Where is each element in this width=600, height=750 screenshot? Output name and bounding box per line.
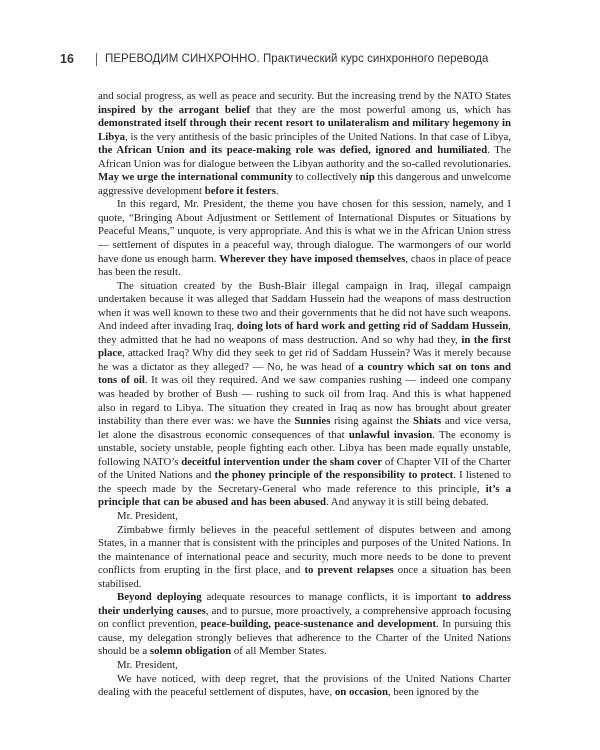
text-run: The situation created by the Bush-Blair illegal campaign in Iraq, illegal campaign undertaken because it was alleged that Saddam Hussein had the weapons of mass destruction when it was well known to these two and their governments that he did not have such weapons. And indeed after invading Iraq, [98,279,511,333]
bold-phrase: demonstrated itself through their recent resort to unilateralism and military hegemony in Libya [98,117,511,143]
bold-phrase: it’s a principle that can be abused and has been abused [98,482,511,509]
text-run: . In pursuing this cause, my delegation strongly believes that adherence to the Charter of the United Nations should be a [98,618,511,658]
running-header [60,52,530,66]
text-run: . And anyway it is still being debated. [326,496,489,509]
bold-phrase: a country which sat on tons and tons of oil [98,360,512,387]
text-run: and social progress, as well as peace and security. But the increasing trend by the NATO States [98,90,511,102]
paragraph [98,524,511,592]
bold-phrase: unlawful invasion [348,428,433,441]
bold-phrase: on occasion [334,686,388,699]
book-title: ПЕРЕВОДИМ СИНХРОННО. Практический курс синхронного перевода [105,53,489,65]
bold-phrase: peace-building, peace-sustenance and development [200,618,437,631]
text-run: . The African Union was for dialogue between the Libyan authority and the so-called revolutionaries. [98,144,511,170]
text-run: to collectively [292,171,360,184]
text-run: , chaos in place of peace has been the result. [98,252,511,279]
bold-phrase: before it festers [204,184,276,197]
bold-phrase: Shiats [413,415,442,428]
bold-phrase: the African Union and its peace-making role was defied, ignored and humiliated [98,144,488,157]
bold-phrase: in the first place [98,333,512,360]
text-run: of Chapter VII of the Charter of the United Nations and [98,455,511,482]
text-run: adequate resources to manage conflicts, it is important [201,591,462,604]
text-run: , and to pursue, more proactively, a comprehensive approach focusing on conflict prevention, [98,604,511,631]
text-run: . It was oil they required. And we saw companies rushing — indeed one company was headed by brother of Bush — rushing to suck oil from Iraq. And this is what happened also in regard to Libya. The situation they created in Iraq as now has brought about greater instability than there ever was: we have the [98,374,511,428]
text-run: , been ignored by the [387,686,479,699]
bold-phrase: May we urge the international community [98,171,293,184]
bold-phrase: solemn obligation [149,645,232,658]
text-run: and vice versa, let alone the disastrous economic consequences of that [98,415,511,441]
text-run: rising against the [330,415,414,428]
bold-phrase: to prevent relapses [304,564,394,577]
paragraph [98,591,511,659]
text-run: that they are the most powerful among us, which has [250,103,511,116]
body-text [98,90,511,700]
text-run: of all Member States. [231,645,327,658]
text-run: Mr. President, [117,658,178,671]
text-run: . [275,184,279,197]
paragraph [98,659,511,673]
bold-phrase: the phoney principle of the responsibility to protect [214,469,454,482]
paragraph [98,90,511,198]
bold-phrase: Beyond deploying [117,591,202,604]
text-run: . I listened to the speech made by the Secretary-General who made reference to this principle, [98,469,512,495]
page-number: 16 [60,52,74,66]
bold-phrase: doing lots of hard work and getting rid of Saddam Hussein [236,320,509,333]
paragraph [98,673,511,700]
header-divider [96,53,97,66]
text-run: . The economy is unstable, society unstable, people fighting each other. Libya has been made equally unstable, following NATO’s [98,428,511,468]
text-run: , they admitted that he had no weapons of mass destruction. And so why had they, [98,320,511,346]
bold-phrase: deceitful intervention under the sham cover [181,455,383,468]
bold-phrase: inspired by the arrogant belief [98,103,251,116]
bold-phrase: Sunnies [294,415,331,428]
text-run: , attacked Iraq? Why did they seek to get rid of Saddam Hussein? Was it merely because he was a dictator as they alleged? — No, he was head of [98,347,511,373]
bold-phrase: nip [359,171,375,184]
text-run: once a situation has been stabilised. [98,564,511,590]
paragraph [98,198,511,279]
paragraph [98,510,511,524]
bold-phrase: Wherever they have imposed themselves [219,252,406,265]
paragraph [98,280,511,510]
text-run: In this regard, Mr. President, the theme you have chosen for this session, namely, and I quote, “Bringing About Adjustment or Settlement of International Disputes or Situations by Peaceful Means,” unquote, is very appropriate. And this is what we in the African Union stress — settlement of disputes in a peaceful way, through dialogue. The warmongers of our world have done us enough harm. [98,198,511,265]
text-run: Zimbabwe firmly believes in the peaceful settlement of disputes between and among States, in a manner that is consistent with the principles and purposes of the United Nations. In the maintenance of international peace and security, much more needs to be done to prevent conflicts from erupting in the first place, and [98,523,511,577]
text-run: Mr. President, [117,509,178,522]
text-run: this dangerous and unwelcome aggressive development [98,171,511,197]
bold-phrase: to address their underlying causes [98,591,511,617]
text-run: , is the very antithesis of the basic principles of the United Nations. In that case of Libya, [125,130,511,143]
text-run: We have noticed, with deep regret, that the provisions of the United Nations Charter dealing with the peaceful settlement of disputes, have, [98,672,511,699]
